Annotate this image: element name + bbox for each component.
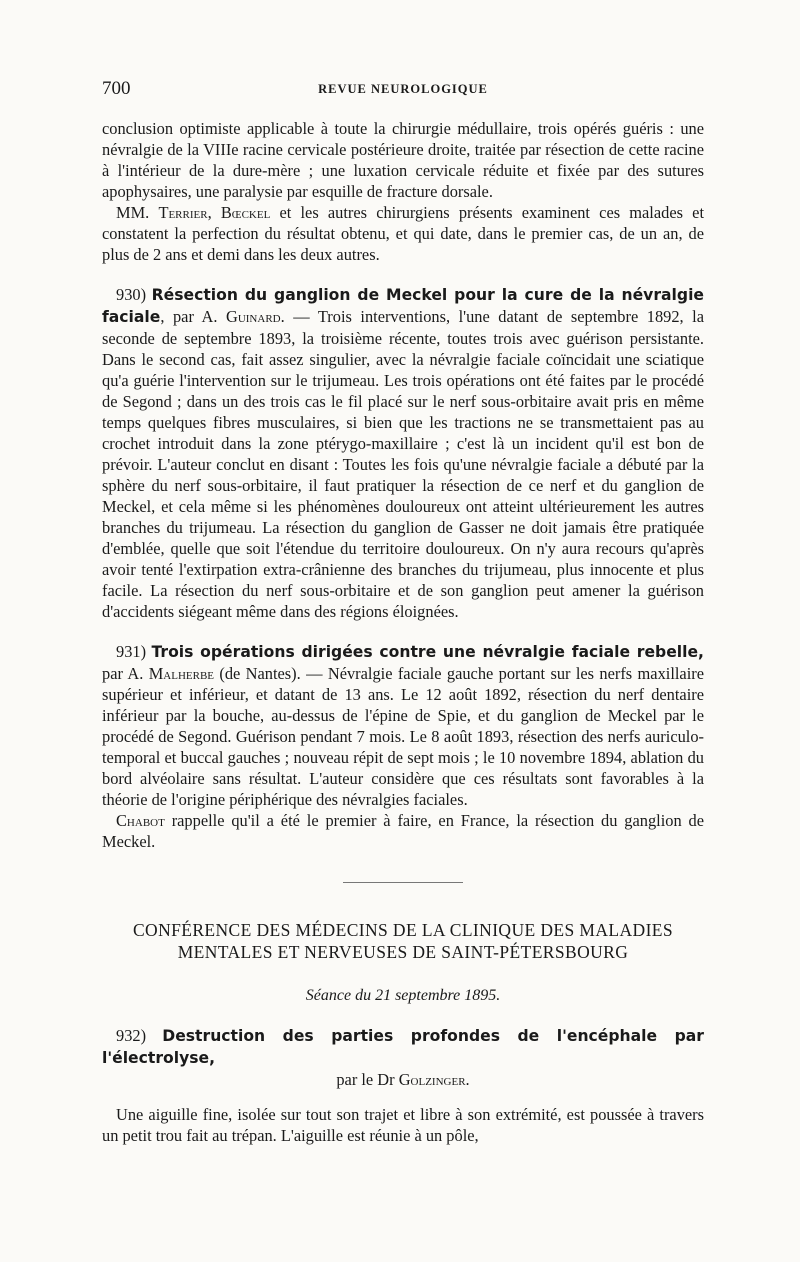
author-name: Malherbe — [148, 664, 214, 683]
abstract-932-text: Une aiguille fine, isolée sur tout son trajet et libre à son extrémité, est poussée à travers un petit trou fait au trépan. L'aiguille est réunie à un pôle, — [102, 1105, 704, 1145]
article-title: Destruction des parties profondes de l'encéphale par l'électrolyse, — [102, 1027, 704, 1067]
author-name: Golzinger — [398, 1070, 466, 1089]
section-divider — [343, 882, 463, 883]
abstract-932-heading — [102, 1025, 704, 1069]
article-title: Trois opérations dirigées contre une névralgie faciale rebelle, — [151, 643, 704, 661]
author-name: Guinard — [225, 307, 281, 326]
running-title: REVUE NEUROLOGIQUE — [318, 82, 488, 96]
abstract-931: 931) Trois opérations dirigées contre une névralgie faciale rebelle, par A. Malherbe (de Nantes). — Névralgie faciale gauche portant sur les nerfs maxillaire supérieur et inférieur, et datant de 13 ans. Le 12 août 1892, résection du nerf dentaire inférieur par la bouche, au-dessus de l'épine de Spie, et du ganglion de Meckel par le procédé de Segond. Guérison pendant 7 mois. Le 8 août 1893, résection des nerfs auriculo-temporal et buccal gauches ; nouveau répit de sept mois ; le 10 novembre 1894, ablation du bord alvéolaire sans résultat. L'auteur considère que ces résultats sont favorables à la théorie de l'origine périphérique des névralgies faciales. — [102, 642, 704, 809]
article-title: Résection du ganglion de Meckel pour la cure de la névralgie faciale — [102, 286, 704, 326]
abstract-text: (de Nantes). — Névralgie faciale gauche portant sur les nerfs maxillaire supérieur et inférieur, et datant de 13 ans. Le 12 août 1892, résection du nerf dentaire inférieur par la bouche, au-dessus de l'épine de Spie, et du ganglion de Meckel par le procédé de Segond. Guérison pendant 7 mois. Le 8 août 1893, résection des nerfs auriculo-temporal et buccal gauches ; nouveau répit de sept mois ; le 10 novembre 1894, ablation du bord alvéolaire sans résultat. L'auteur considère que ces résultats sont favorables à la théorie de l'origine périphérique des névralgies faciales. — [102, 664, 704, 809]
person-name: Terrier — [158, 203, 208, 222]
author-line: par le Dr Golzinger. — [336, 1070, 470, 1089]
abstract-text: . — Trois interventions, l'une datant de septembre 1892, la seconde de septembre 1893, la troisième récente, toutes trois avec guérison persistante. Dans le second cas, fait assez singulier, avec la névralgie faciale coïncidait une sciatique qu'a guérie l'intervention sur le trijumeau. Les trois opérations ont été faites par le procédé de Segond ; dans un des trois cas le fil placé sur le nerf sous-orbitaire avait pris en même temps quelques fibres musculaires, si bien que les tractions ne se transmettaient pas au crochet introduit dans la zone ptérygo-maxillaire ; c'est là un incident qu'il est bon de prévoir. L'auteur conclut en disant : Toutes les fois qu'une névralgie faciale a débuté par la sphère du nerf sous-orbitaire, il faut pratiquer la résection de ce nerf et du ganglion de Meckel, et cela même si les phénomènes douloureux ont atteint ultérieurement les autres branches du trijumeau. La résection du ganglion de Gasser ne doit jamais être pratiquée d'emblée, quelle que soit l'étendue du territoire douloureux. On n'y aura recours qu'après avoir tenté l'extirpation extra-crânienne des branches du trijumeau, plus innocente et plus facile. La résection du nerf sous-orbitaire et de son ganglion peut amener la guérison d'accidents siégeant même dans des régions éloignées. — [102, 307, 704, 621]
session-date: Séance du 21 septembre 1895. — [305, 987, 501, 1004]
abstract-930: 930) Résection du ganglion de Meckel pour la cure de la névralgie faciale, par A. Guinard. — Trois interventions, l'une datant de septembre 1892, la seconde de septembre 1893, la troisième récente, toutes trois avec guérison persistante. Dans le second cas, fait assez singulier, avec la névralgie faciale coïncidait une sciatique qu'a guérie l'intervention sur le trijumeau. Les trois opérations ont été faites par le procédé de Segond ; dans un des trois cas le fil placé sur le nerf sous-orbitaire avait pris en même temps quelques fibres musculaires, si bien que les tractions ne se transmettaient pas au crochet introduit dans la zone ptérygo-maxillaire ; c'est là un incident qu'il est bon de prévoir. L'auteur conclut en disant : Toutes les fois qu'une névralgie faciale a débuté par la sphère du nerf sous-orbitaire, il faut pratiquer la résection de ce nerf et du ganglion de Meckel, et cela même si les phénomènes douloureux ont atteint ultérieurement les autres branches du trijumeau. La résection du ganglion de Gasser ne doit jamais être pratiquée d'emblée, quelle que soit l'étendue du territoire douloureux. On n'y aura recours qu'après avoir tenté l'extirpation extra-crânienne des branches du trijumeau, plus innocente et plus facile. La résection du nerf sous-orbitaire et de son ganglion peut amener la guérison d'accidents siégeant même dans des régions éloignées. — [102, 285, 704, 621]
conference-title: CONFÉRENCE DES MÉDECINS DE LA CLINIQUE DES MALADIES MENTALES ET NERVEUSES DE SAINT-PÉTERSBOURG — [132, 920, 674, 962]
person-name: Chabot — [116, 811, 165, 830]
abstract-number: 930) — [116, 285, 152, 304]
paragraph-chabot: Chabot rappelle qu'il a été le premier à faire, en France, la résection du ganglion de Meckel. — [102, 811, 704, 851]
person-name: Bœckel — [220, 203, 271, 222]
abstract-number: 931) — [116, 642, 152, 661]
page-header — [102, 78, 704, 102]
abstract-number: 932) — [116, 1026, 163, 1045]
paragraph-surgeons: MM. Terrier, Bœckel et les autres chirurgiens présents examinent ces malades et constatent la perfection du résultat obtenu, et qui date, dans le premier cas, de un an, de plus de 2 ans et demi dans les deux autres. — [102, 203, 705, 264]
page-body — [102, 118, 704, 1146]
paragraph-continuation: conclusion optimiste applicable à toute la chirurgie médullaire, trois opérés guéris : une névralgie de la VIIIe racine cervicale postérieure droite, traitée par résection de cette racine à l'intérieur de la dure-mère ; une luxation cervicale réduite et fixée par des sutures apophysaires, une paralysie par esquille de fracture dorsale. — [102, 119, 704, 201]
page-number: 700 — [102, 78, 131, 99]
